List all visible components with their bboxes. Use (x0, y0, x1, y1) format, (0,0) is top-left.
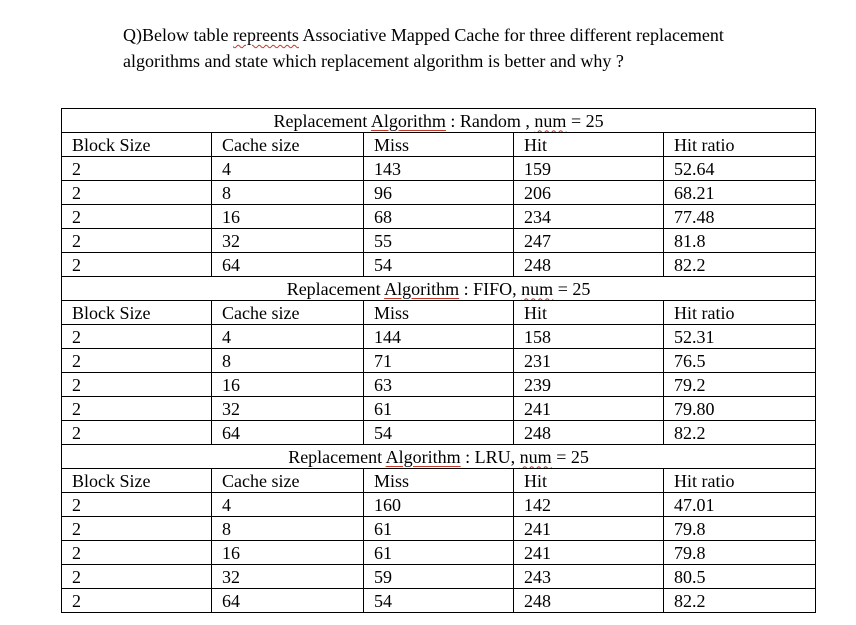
question-line-1-suffix: Associative Mapped Cache for three different replacement (298, 25, 724, 45)
table-row (62, 325, 816, 349)
section-title-num: num (534, 110, 567, 131)
cell-hit: 248 (514, 421, 664, 445)
column-header-miss: Miss (364, 469, 514, 493)
table-row (62, 517, 816, 541)
cell-block-size: 2 (62, 517, 212, 541)
section-title-row (62, 445, 816, 469)
table-row (62, 565, 816, 589)
cell-miss: 61 (364, 517, 514, 541)
cache-results-table (61, 108, 816, 613)
cell-cache-size: 16 (212, 205, 364, 229)
cell-hit-ratio: 47.01 (664, 493, 816, 517)
table-row (62, 421, 816, 445)
cell-hit: 231 (514, 349, 664, 373)
cell-hit-ratio: 77.48 (664, 205, 816, 229)
cell-miss: 68 (364, 205, 514, 229)
cell-cache-size: 64 (212, 589, 364, 613)
table-row (62, 157, 816, 181)
cell-block-size: 2 (62, 325, 212, 349)
cell-block-size: 2 (62, 589, 212, 613)
cell-hit-ratio: 79.8 (664, 517, 816, 541)
cell-hit-ratio: 76.5 (664, 349, 816, 373)
column-header-block-size: Block Size (62, 301, 212, 325)
column-header-miss: Miss (364, 301, 514, 325)
section-title (62, 445, 816, 469)
question-line-1-prefix: Q)Below table (123, 25, 233, 45)
cell-miss: 59 (364, 565, 514, 589)
cell-miss: 61 (364, 541, 514, 565)
section-title-row (62, 109, 816, 133)
cell-hit: 142 (514, 493, 664, 517)
column-header-cache-size: Cache size (212, 133, 364, 157)
cell-hit-ratio: 82.2 (664, 253, 816, 277)
question-text (123, 22, 823, 74)
cell-cache-size: 8 (212, 181, 364, 205)
section-title-algorithm-name: : Random , (445, 110, 535, 131)
column-header-block-size: Block Size (62, 469, 212, 493)
cell-hit: 159 (514, 157, 664, 181)
column-header-miss: Miss (364, 133, 514, 157)
cell-miss: 54 (364, 253, 514, 277)
section-title-suffix: = 25 (553, 278, 591, 299)
cell-miss: 54 (364, 589, 514, 613)
column-header-hit-ratio: Hit ratio (664, 301, 816, 325)
table-row (62, 181, 816, 205)
cell-hit-ratio: 52.31 (664, 325, 816, 349)
cell-cache-size: 4 (212, 325, 364, 349)
section-title-prefix: Replacement (288, 446, 386, 467)
cell-block-size: 2 (62, 421, 212, 445)
table-row (62, 253, 816, 277)
cell-block-size: 2 (62, 349, 212, 373)
cell-miss: 160 (364, 493, 514, 517)
table-row (62, 493, 816, 517)
section-title-suffix: = 25 (566, 110, 604, 131)
cell-hit: 239 (514, 373, 664, 397)
table-row (62, 373, 816, 397)
column-header-hit: Hit (514, 301, 664, 325)
column-header-row (62, 301, 816, 325)
column-header-cache-size: Cache size (212, 301, 364, 325)
table-row (62, 349, 816, 373)
table-row (62, 397, 816, 421)
table-row (62, 229, 816, 253)
column-header-hit-ratio: Hit ratio (664, 469, 816, 493)
cell-miss: 71 (364, 349, 514, 373)
cell-hit-ratio: 79.2 (664, 373, 816, 397)
cell-cache-size: 32 (212, 397, 364, 421)
table-row (62, 589, 816, 613)
question-line-1 (123, 22, 823, 48)
column-header-hit: Hit (514, 469, 664, 493)
cell-cache-size: 8 (212, 517, 364, 541)
cell-hit-ratio: 82.2 (664, 421, 816, 445)
cell-hit: 241 (514, 397, 664, 421)
cell-hit: 158 (514, 325, 664, 349)
cell-block-size: 2 (62, 565, 212, 589)
cell-block-size: 2 (62, 493, 212, 517)
cache-table-body (62, 109, 816, 613)
cell-hit: 241 (514, 517, 664, 541)
section-title (62, 109, 816, 133)
cell-hit: 206 (514, 181, 664, 205)
section-title-prefix: Replacement (273, 110, 371, 131)
section-title-algorithm-name: : LRU, (460, 446, 520, 467)
column-header-hit: Hit (514, 133, 664, 157)
cell-miss: 143 (364, 157, 514, 181)
cell-block-size: 2 (62, 157, 212, 181)
cell-hit-ratio: 79.8 (664, 541, 816, 565)
cell-miss: 96 (364, 181, 514, 205)
cell-cache-size: 16 (212, 373, 364, 397)
cell-hit: 243 (514, 565, 664, 589)
cell-block-size: 2 (62, 253, 212, 277)
cell-miss: 61 (364, 397, 514, 421)
section-title-algorithm-word: Algorithm (384, 278, 460, 299)
cell-cache-size: 8 (212, 349, 364, 373)
section-title-prefix: Replacement (286, 278, 385, 299)
cell-miss: 55 (364, 229, 514, 253)
cell-cache-size: 32 (212, 565, 364, 589)
cell-cache-size: 64 (212, 253, 364, 277)
column-header-block-size: Block Size (62, 133, 212, 157)
cell-cache-size: 64 (212, 421, 364, 445)
section-title-algorithm-word: Algorithm (370, 110, 446, 131)
cell-hit: 248 (514, 253, 664, 277)
cell-cache-size: 32 (212, 229, 364, 253)
cell-block-size: 2 (62, 205, 212, 229)
cell-block-size: 2 (62, 181, 212, 205)
section-title-algorithm-word: Algorithm (385, 446, 461, 467)
cell-hit: 234 (514, 205, 664, 229)
cell-miss: 63 (364, 373, 514, 397)
cell-hit: 247 (514, 229, 664, 253)
cell-hit-ratio: 82.2 (664, 589, 816, 613)
cell-hit-ratio: 68.21 (664, 181, 816, 205)
cell-block-size: 2 (62, 373, 212, 397)
cell-hit-ratio: 81.8 (664, 229, 816, 253)
section-title (62, 277, 816, 301)
table-row (62, 205, 816, 229)
cell-hit-ratio: 80.5 (664, 565, 816, 589)
question-misspelled-word: repreents (232, 25, 299, 45)
table-row (62, 541, 816, 565)
cell-cache-size: 16 (212, 541, 364, 565)
question-line-2: algorithms and state which replacement algorithm is better and why ? (123, 51, 624, 71)
cell-hit: 248 (514, 589, 664, 613)
cell-cache-size: 4 (212, 493, 364, 517)
section-title-algorithm-name: : FIFO, (459, 278, 522, 299)
cell-block-size: 2 (62, 541, 212, 565)
section-title-num: num (521, 278, 554, 299)
cell-block-size: 2 (62, 229, 212, 253)
cell-miss: 144 (364, 325, 514, 349)
cell-cache-size: 4 (212, 157, 364, 181)
column-header-hit-ratio: Hit ratio (664, 133, 816, 157)
section-title-num: num (519, 446, 552, 467)
cell-hit-ratio: 52.64 (664, 157, 816, 181)
cell-hit: 241 (514, 541, 664, 565)
column-header-cache-size: Cache size (212, 469, 364, 493)
column-header-row (62, 133, 816, 157)
column-header-row (62, 469, 816, 493)
cell-block-size: 2 (62, 397, 212, 421)
section-title-row (62, 277, 816, 301)
section-title-suffix: = 25 (551, 446, 589, 467)
cell-miss: 54 (364, 421, 514, 445)
cell-hit-ratio: 79.80 (664, 397, 816, 421)
